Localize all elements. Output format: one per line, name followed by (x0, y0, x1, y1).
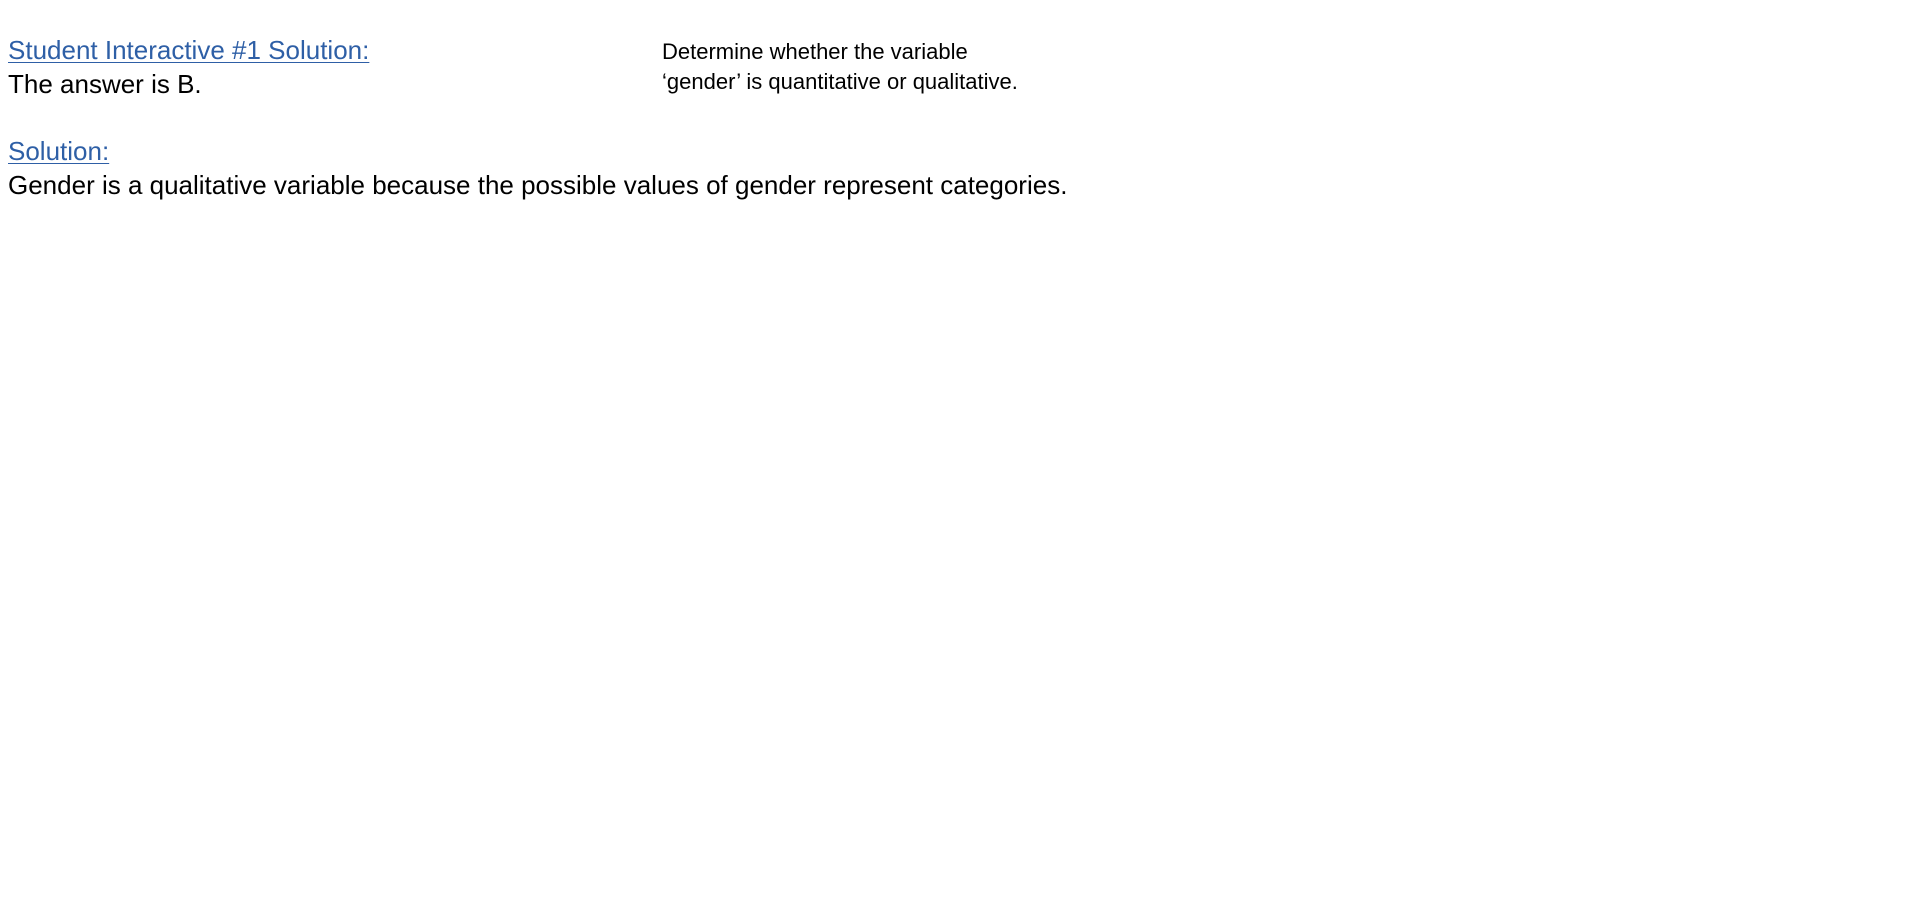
solution-text: Gender is a qualitative variable because the possible values of gender represent categories. (8, 170, 1068, 200)
solution-section (8, 134, 1068, 202)
answer-text: The answer is B. (8, 69, 202, 99)
question-section (662, 37, 1082, 97)
solution-heading-link[interactable]: Solution: (8, 136, 110, 166)
question-line-1: Determine whether the variable (662, 39, 968, 64)
question-line-2: ‘gender’ is quantitative or qualitative. (662, 69, 1018, 94)
answer-section (8, 33, 608, 101)
answer-heading-link[interactable]: Student Interactive #1 Solution: (8, 35, 370, 65)
